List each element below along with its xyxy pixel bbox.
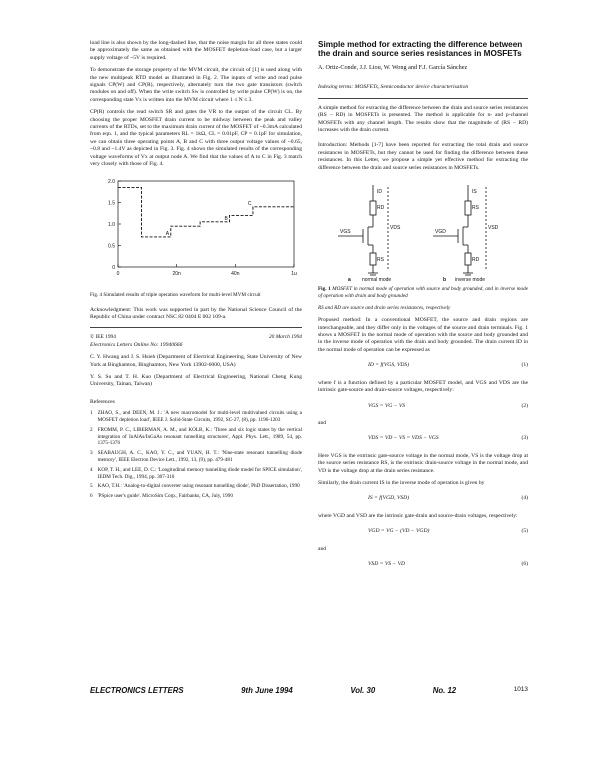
resistor-rd-icon (465, 253, 471, 265)
left-paragraph-2: To demonstrate the storage property of the MVM circuit, the circuit of [1] is used along with the new multipeak RTD model as illustrated in Fig. 2. The inputs of write and read pulse signals CP(W) and CP(R), respectively, alternately turn the two gate transistors (switch modules on and off). When the write switch Sw is controlled by write pulse CP(W) is on, the corresponding state Vx is written into the MVM circuit where 1 ≤ N ≤ 3. (90, 67, 302, 103)
reference-text: KAO, T.H.: 'Analog-to-digital converter using resonant tunnelling diode', PhD Dissertation, 1990 (97, 483, 300, 490)
x-tick-label: 20n (172, 270, 181, 277)
annotation-c: C (247, 200, 252, 207)
online-number: Electronics Letters Online No: 19940666 (90, 341, 183, 348)
figure-1-caption (318, 286, 528, 299)
and-text: and (318, 545, 327, 552)
reference-item (90, 483, 302, 490)
resistor-rd-icon (370, 201, 376, 215)
label-normal-mode: normal mode (362, 277, 392, 282)
label-b: b (443, 277, 447, 282)
equation-4 (318, 495, 528, 502)
reference-text: KOP, T. H., and LEE, D. C.: 'Longitudinal memory tunnelling diode model for SPICE simulation', IEDM Tech. Dig., 1994, pp. 307-310 (97, 466, 302, 480)
figure-1-caption-label: Fig. 1 (318, 286, 331, 293)
label-vds: VDS (390, 225, 401, 232)
footer-number: No. 12 (432, 686, 457, 695)
reference-item (90, 410, 302, 424)
equation-4-number: (4) (521, 495, 528, 502)
introduction: Introduction: Methods [1-7] have been reported for extracting the total drain and source resistances in MOSFETs, but they cannot be used for finding the difference between these resistances. In this Letter, we propose a simple yet effective method for extracting the difference between the drain and source series resistances in MOSFETs. (318, 142, 528, 171)
figure-1 (318, 177, 528, 284)
equation-2 (318, 403, 528, 410)
reference-item (90, 467, 302, 481)
footer-page: 1013 (513, 686, 528, 693)
indexing-terms: Indexing terms: MOSFETs, Semiconductor device characterisation (318, 84, 469, 91)
equation-4-body: IS = f(VGD, VSD) (368, 495, 410, 502)
affiliation-2: Y. S. Su and T. H. Kuo (Department of Electrical Engineering, National Cheng Kung University, Tainan, Taiwan) (90, 373, 302, 388)
annotation-a: A (165, 230, 170, 237)
label-vgd: VGD (435, 229, 446, 236)
equation-6-body: VSD = VS − VD (368, 560, 406, 567)
y-tick-label: 2.0 (108, 178, 115, 185)
y-tick-label: 1.5 (108, 200, 115, 206)
y-tick-label: 1.0 (108, 221, 115, 228)
left-intro-text: load line is also shown by the long-dashed line, that the noise margin for all three states could be approximately the same as obtained with the MOSFET depletion-load case, but a larger supply voltage of ~5V is required. (90, 40, 302, 61)
equation-3 (318, 435, 528, 442)
proposed-method: Proposed method: In a conventional MOSFET, the source and drain regions are interchangeable, and they differ only in the voltages of the source and drain terminals. Fig. 1 shows a MOSFET in the normal mode of operation with the source and body grounded and in the inverse mode of operation with the drain and body grounded. The drain current ID in the normal mode of operation can be expressed as (318, 317, 528, 353)
reference-text: SEABAUGH, A. C., KAO, Y. C., and YUAN, H. T.: 'Nine-state resonant tunnelling diode memory', IEEE Electron Device Lett., 1992, 13, (9), pp. 479-481 (97, 450, 302, 463)
series-line-vx (118, 187, 294, 236)
acknowledgment: Acknowledgment: This work was supported in part by the National Science Council of the Republic of China under contract NSC 82 0404 E 002 109-a. (90, 306, 302, 320)
label-vgs: VGS (340, 229, 351, 236)
figure-1-subcaption: RS and RD are source and drain series resistances, respectively (318, 304, 451, 311)
figure-4 (90, 175, 302, 288)
y-tick-label: 0.5 (108, 243, 115, 249)
paragraph-where-vgd: where VGD and VSD are the intrinsic gate-drain and source-drain voltages, respectively: (318, 512, 518, 519)
label-vsd: VSD (488, 225, 499, 232)
reference-text: 'PSpice user's guide'. MicroSim Corp., Fairbanks, CA, July, 1990 (97, 493, 233, 500)
x-tick-label: 40n (231, 270, 240, 277)
equation-3-body: VDS = VD − VS = VDS − VGS (368, 435, 439, 442)
reference-number: 1 (90, 410, 93, 417)
equation-6 (318, 561, 528, 568)
references-heading: References (90, 398, 115, 405)
paragraph-where-f: where f is a function defined by a particular MOSFET model, and VGS and VDS are the intrinsic gate-source and drain-source voltages, respectively: (318, 379, 528, 394)
dateline (90, 334, 302, 341)
label-rs: RS (377, 257, 384, 264)
and-text: and (318, 419, 327, 426)
label-inverse-mode: inverse mode (455, 277, 486, 282)
label-rd-inverse: RD (472, 257, 480, 264)
reference-text: FROMM, P. C., LIBERMAN, A. M., and KOLB, K.: 'Three and six logic states by the vertical integration of InAlAs/InGaAs resonant tunnelling structures', Appl. Phys. Lett., 1989, 54, pp. 1375-1376 (97, 426, 302, 447)
equation-6-number: (6) (521, 560, 528, 567)
equation-1 (318, 362, 528, 369)
footer-volume: Vol. 30 (350, 686, 376, 695)
right-column (318, 40, 528, 578)
equation-1-body: ID = f(VGS, VDS) (368, 362, 410, 369)
equation-5 (318, 528, 528, 535)
reference-item (90, 450, 302, 464)
references-list (90, 410, 302, 500)
label-rs-inverse: RS (472, 205, 479, 212)
page-footer (90, 686, 528, 695)
plot-frame (118, 181, 294, 267)
x-tick-label: 0 (116, 270, 120, 277)
equation-5-number: (5) (521, 528, 528, 535)
reference-number: 4 (90, 466, 93, 473)
figure-1-circuit (318, 177, 528, 281)
equation-1-number: (1) (521, 362, 528, 369)
reference-number: 2 (90, 426, 93, 433)
equation-2-body: VGS = VG − VS (368, 402, 406, 409)
label-rd: RD (377, 205, 385, 212)
figure-4-chart (90, 175, 302, 285)
reference-item (90, 427, 302, 447)
paragraph-here: Here VGS is the extrinsic gate-source voltage in the normal mode, VS is the voltage drop at the source series resistance RS, is the extrinsic drain-source voltage in the normal mode, and VD is the voltage drop at the drain series resistance. (318, 452, 528, 474)
affiliation-1: C. Y. Hwang and J. S. Hsieh (Department of Electrical Engineering, State University of New York at Binghamton, Binghamton, New York 13902-6000, USA) (90, 354, 302, 368)
article-authors: A. Ortiz-Conde, J.J. Liou, W. Wong and F.J. García Sánchez (318, 64, 468, 72)
divider (90, 327, 302, 328)
y-tick-label: 0 (112, 264, 115, 271)
equation-3-number: (3) (521, 435, 528, 442)
reference-item (90, 493, 302, 500)
article-title: Simple method for extracting the difference between the drain and source series resistances in MOSFETs (318, 40, 523, 59)
divider (318, 98, 528, 99)
label-is: IS (472, 189, 477, 196)
x-tick-label: 1u (291, 270, 297, 277)
figure-1-caption-text: MOSFET in normal mode of operation with source and body grounded, and in inverse mode of operation with drain and body grounded (318, 286, 528, 300)
resistor-rs-icon (370, 253, 376, 265)
label-a: a (348, 277, 351, 282)
equation-2-number: (2) (521, 402, 528, 409)
received-date: 20 March 1994 (268, 334, 302, 341)
resistor-rs-icon (465, 201, 471, 215)
reference-text: ZHAO, S., and DEEN, M. J.: 'A new macromodel for multi-level multivalued circuits using a MOSFET depletion load', IEEE J. Solid-State Circuits, 1992, SC-27, (8), pp. 1196-1203 (97, 410, 302, 423)
footer-journal: ELECTRONICS LETTERS (90, 686, 184, 695)
reference-number: 5 (90, 483, 93, 490)
figure-4-caption: Fig. 4 Simulated results of triple operation waveform for multi-level MVM circuit (90, 291, 261, 298)
paragraph-similarly: Similarly, the drain current IS in the inverse mode of operation is given by (318, 479, 485, 486)
abstract: A simple method for extracting the difference between the drain and source series resistances (RS − RD) in MOSFETs is presented. The method is applicable for n- and p-channel MOSFETs with any channel length. The results show that the magnitude of (RS − RD) increases with the drain current. (318, 104, 528, 134)
label-id: ID (377, 189, 382, 196)
equation-5-body: VGD = VG − (VD − VGD) (368, 528, 430, 535)
reference-number: 6 (90, 493, 93, 500)
copyright: © IEE 1994 (90, 334, 116, 341)
left-column (90, 40, 302, 503)
annotation-b: B (224, 215, 228, 222)
reference-number: 3 (90, 450, 93, 457)
footer-issue: 9th June 1994 (241, 686, 293, 695)
left-paragraph-3: CP(R) controls the read switch SR and gates the VR to the output of the circuit CL. By choosing the proper MOSFET drain current to be midway between the peak and valley currents of the RTDs, set to the maximum drain current of the MOSFET of ~0.3mA calculated from eqn. 1, and the typical parameters RL = 1kΩ, CL = 0.01pF, CP = 0.1pF for simulation, we can obtain three operating points A, B and C with three output voltage values of ~0.65, ~0.8 and ~1.4V as depicted in Fig. 3. Fig. 4 shows the simulated results of the corresponding voltage waveforms of Vx at output node A. We find that the values of A to C in Fig. 3 match very closely with those of Fig. 4. (90, 109, 302, 168)
